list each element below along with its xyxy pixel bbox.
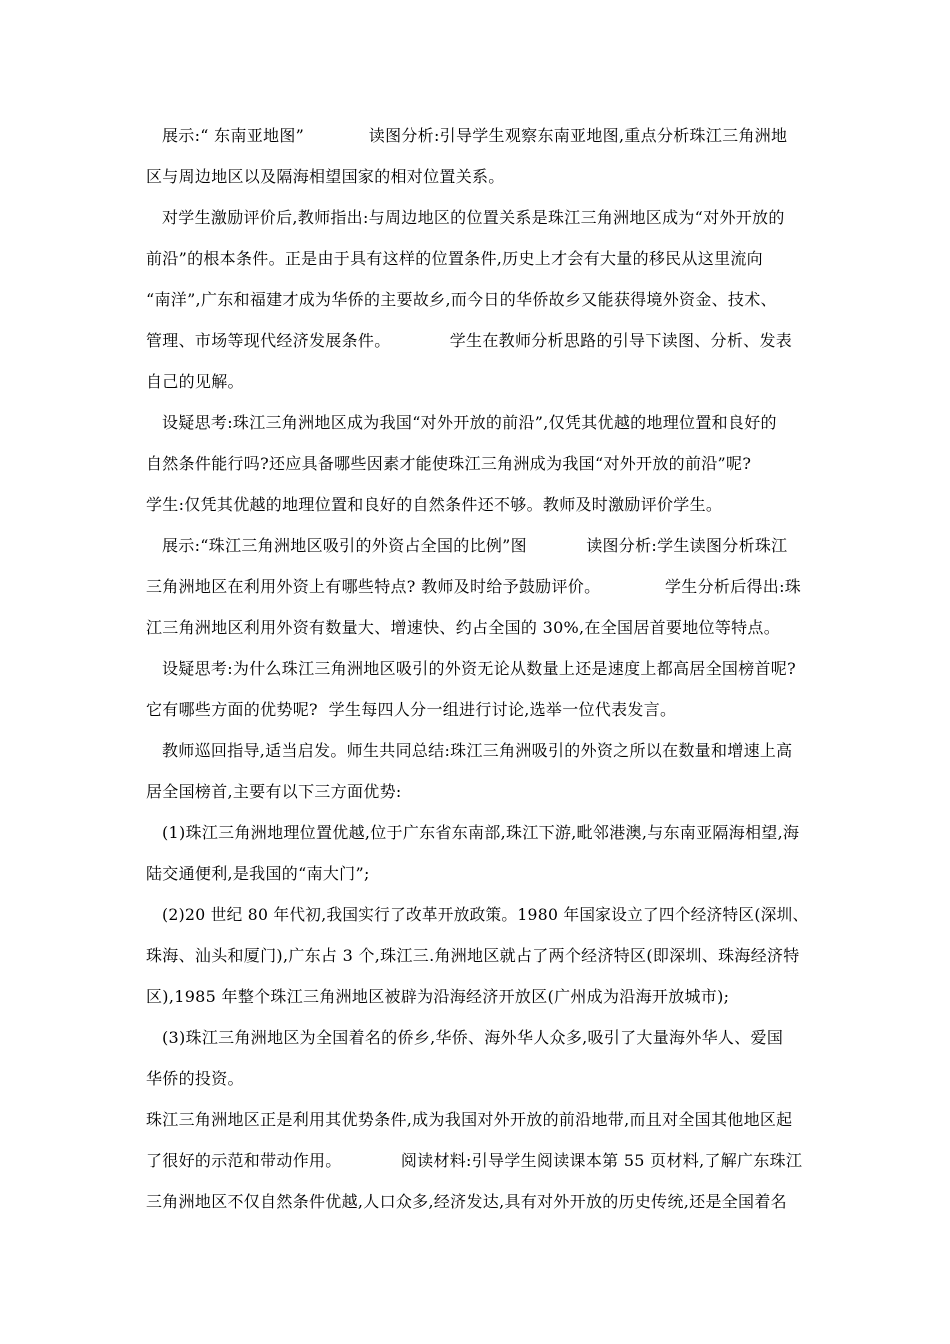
text-line: 对学生激励评价后,教师指出:与周边地区的位置关系是珠江三角洲地区成为“对外开放的 (162, 208, 785, 227)
text-line: 居全国榜首,主要有以下三方面优势: (146, 782, 402, 801)
text-line: (1)珠江三角洲地理位置优越,位于广东省东南部,珠江下游,毗邻港澳,与东南亚隔海相望,海 (162, 823, 800, 842)
text-line: 华侨的投资。 (146, 1069, 244, 1088)
text-line: 展示:“ 东南亚地图” 读图分析:引导学生观察东南亚地图,重点分析珠江三角洲地 (162, 126, 788, 145)
text-line: 珠江三角洲地区正是利用其优势条件,成为我国对外开放的前沿地带,而且对全国其他地区起 (146, 1110, 793, 1129)
text-line: 设疑思考:为什么珠江三角洲地区吸引的外资无论从数量上还是速度上都高居全国榜首呢? (162, 659, 796, 678)
text-line: 三角洲地区不仅自然条件优越,人口众多,经济发达,具有对外开放的历史传统,还是全国着名 (146, 1192, 787, 1211)
text-line: “南洋”,广东和福建才成为华侨的主要故乡,而今日的华侨故乡又能获得境外资金、技术、 (146, 290, 777, 309)
text-line: 江三角洲地区利用外资有数量大、增速快、约占全国的 30%,在全国居首要地位等特点。 (146, 618, 781, 637)
text-line: 自然条件能行吗?还应具备哪些因素才能使珠江三角洲成为我国“对外开放的前沿”呢? (146, 454, 752, 473)
text-line: 展示:“珠江三角洲地区吸引的外资占全国的比例”图 读图分析:学生读图分析珠江 (162, 536, 788, 555)
text-line: 了很好的示范和带动作用。 阅读材料:引导学生阅读课本第 55 页材料,了解广东珠江 (146, 1151, 803, 1170)
text-line: 教师巡回指导,适当启发。师生共同总结:珠江三角洲吸引的外资之所以在数量和增速上高 (162, 741, 793, 760)
text-line: 学生:仅凭其优越的地理位置和良好的自然条件还不够。教师及时激励评价学生。 (146, 495, 723, 514)
text-line: (3)珠江三角洲地区为全国着名的侨乡,华侨、海外华人众多,吸引了大量海外华人、爱国 (162, 1028, 784, 1047)
text-line: (2)20 世纪 80 年代初,我国实行了改革开放政策。1980 年国家设立了四个经济特区(深圳、 (162, 905, 809, 924)
text-line: 设疑思考:珠江三角洲地区成为我国“对外开放的前沿”,仅凭其优越的地理位置和良好的 (162, 413, 777, 432)
text-line: 区与周边地区以及隔海相望国家的相对位置关系。 (146, 167, 505, 186)
text-line: 管理、市场等现代经济发展条件。 学生在教师分析思路的引导下读图、分析、发表 (146, 331, 793, 350)
text-line: 区),1985 年整个珠江三角洲地区被辟为沿海经济开放区(广州成为沿海开放城市); (146, 987, 730, 1006)
text-line: 前沿”的根本条件。正是由于具有这样的位置条件,历史上才会有大量的移民从这里流向 (146, 249, 763, 268)
text-line: 陆交通便利,是我国的“南大门”; (146, 864, 370, 883)
text-line: 自己的见解。 (146, 372, 244, 391)
text-line: 它有哪些方面的优势呢? 学生每四人分一组进行讨论,选举一位代表发言。 (146, 700, 677, 719)
text-line: 三角洲地区在利用外资上有哪些特点? 教师及时给予鼓励评价。 学生分析后得出:珠 (146, 577, 802, 596)
text-line: 珠海、汕头和厦门),广东占 3 个,珠江三.角洲地区就占了两个经济特区(即深圳、珠海经济特 (146, 946, 800, 965)
